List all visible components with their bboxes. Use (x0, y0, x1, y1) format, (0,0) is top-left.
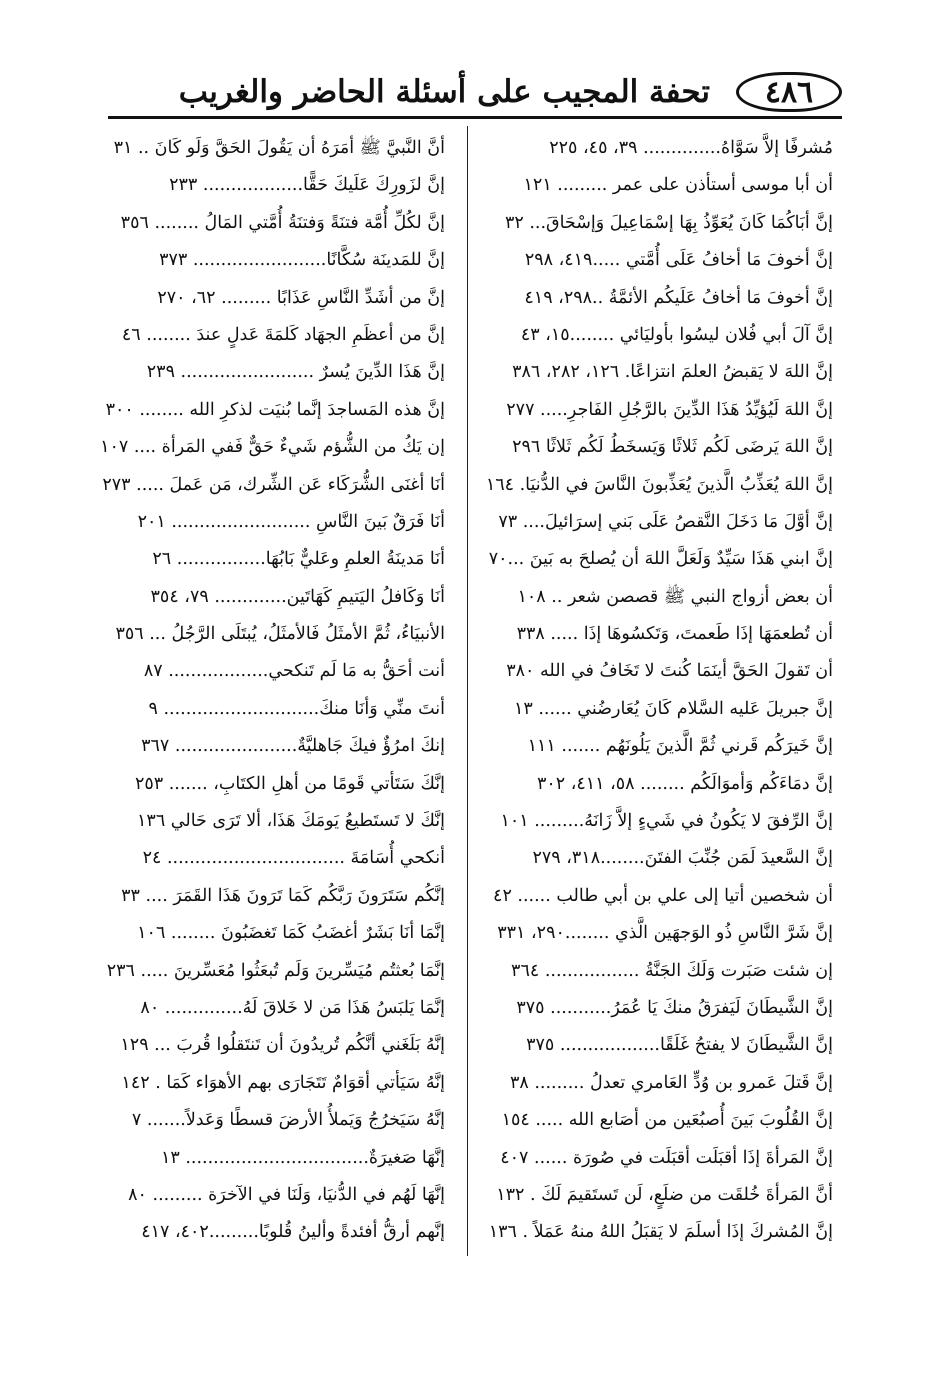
index-entry: أنت أحَقُّ به مَا لَم تَنكحي.................. ٨٧ (143, 661, 445, 682)
index-entry: الأنبيَاءُ، ثُمَّ الأمثَلُ فَالأمثَلُ، يُبتَلَى الرَّجُلُ ... ٣٥٦ (115, 624, 445, 645)
index-entry: أنكحي أُسَامَةَ ................................ ٢٤ (142, 848, 445, 869)
index-entry: إن شئت صَبَرت وَلَكَ الجَنَّةُ ................. ٣٦٤ (511, 960, 833, 981)
page-number: ٤٨٦ (736, 72, 842, 112)
index-entry: أنَا مَدينَةُ العلمِ وعَليٌّ بَابُهَا................ ٢٦ (152, 549, 445, 570)
index-entry: أنَّ المَرأةَ خُلقَت من ضلَعٍ، لَن تَستَقيمَ لَكَ . ١٣٢ (496, 1184, 833, 1205)
index-entry: إنَّ من أعظَمِ الجهَاد كَلمَةَ عَدلٍ عندَ ........ ٤٦ (121, 324, 445, 345)
index-entry: إنَّ السَّعيدَ لَمَن جُنِّبَ الفتَنَ........٣١٨، ٢٧٩ (532, 848, 833, 869)
index-entry: إنَّ آلَ أبي فُلان ليسُوا بأوليَائي ........١٥، ٤٣ (520, 324, 833, 345)
index-entry: أنَا وَكَافلُ اليَتيمِ كَهَاتَين............. ٧٩، ٣٥٤ (150, 586, 445, 607)
index-entry: أن شخصين أتيا إلى علي بن أبي طالب ...... ٤٢ (493, 885, 833, 906)
page-header (108, 72, 842, 114)
index-entry: إنَّ قَتلَ عَمرو بن وُدٍّ العَامري تعدلُ ......... ٣٨ (509, 1072, 833, 1093)
index-entry: أن أبا موسى أستأذن على عمر ......... ١٢١ (523, 175, 833, 196)
index-entry: إنَّ شَرَّ النَّاسِ ذُو الوَجهَين الَّذي ........٢٩٠، ٣٣١ (497, 923, 833, 944)
index-entry: إنَّ الرِّفقَ لا يَكُونُ في شَيءٍ إلاَّ زَانَهُ......... ١٠١ (500, 811, 833, 832)
index-entry: إنَّ هذه المَساجدَ إنَّما بُنيَت لذكرِ الله ........ ٣٠٠ (105, 399, 445, 420)
index-entry: إنَّ اللهَ يَرضَى لَكُم ثَلاثًا وَيَسخَطُ لَكُم ثَلاثًا ٢٩٦ (512, 437, 833, 458)
index-entry: إنَّ هَذَا الدِّينَ يُسرٌ ........................ ٢٣٩ (146, 362, 445, 383)
index-entry: إنَّ اللهَ لا يَقبضُ العلمَ انتزاعًا. ١٢٦، ٢٨٢، ٣٨٦ (512, 362, 833, 383)
index-entry: إنَّ للمَدينَة سُكَّانًا........................ ٣٧٣ (159, 250, 445, 271)
index-entry: إنَّ لزَورِكَ عَلَيكَ حَقًّا.................. ٢٣٣ (169, 175, 445, 196)
index-entry: إنَّهم أرقُّ أفئدةً وألينُ قُلوبًا.........٤٠٢، ٤١٧ (141, 1222, 445, 1243)
header-rule (108, 116, 842, 119)
index-entry: إنَّ جبريلَ عَليه السَّلام كَانَ يُعَارضُني ...... ١٣ (513, 698, 833, 719)
index-entry: إنَّ اللهَ يُعَذِّبُ الَّذينَ يُعَذِّبونَ النَّاسَ في الدُّنيَا. ١٦٤ (485, 474, 833, 495)
index-entry: إن يَكُ من الشُّؤم شَيءٌ حَقٌّ فَفي المَرأة .... ١٠٧ (100, 437, 445, 458)
index-entry: إنَّ أبَاكُمَا كَانَ يُعَوِّذُ بِهَا إسْمَاعِيلَ وَإسْحَاقَ... ٣٢ (504, 212, 833, 233)
index-entry: أنتَ منِّي وَأنَا منكَ............................ ٩ (148, 698, 445, 719)
index-entry: مُشرفًا إلاَّ سَوَّاهُ.............. ٣٩، ٤٥، ٢٢٥ (549, 138, 833, 158)
index-entry: إنَّهُ سَيَأتي أقوَامٌ تَتَجَارَى بهم الأهوَاء كَمَا . ١٤٢ (121, 1072, 445, 1093)
index-entry: إنَّمَا بُعثتُم مُيَسِّرينَ وَلَم تُبعَثُوا مُعَسِّرينَ ..... ٢٣٦ (106, 960, 445, 981)
index-entry: إنَّ أوَّلَ مَا دَخَلَ النَّقصُ عَلَى بَني إسرَائيلَ.... ٧٣ (498, 511, 833, 532)
index-entry: أن بعض أزواج النبي ﷺ قصصن شعر .. ١٠٨ (517, 586, 833, 607)
book-title: تحفة المجيب على أسئلة الحاضر والغريب (178, 74, 710, 110)
index-entry: إنَّ المُشركَ إذَا أسلَمَ لا يَقبَلُ اللهُ منهُ عَمَلاً . ١٣٦ (488, 1222, 833, 1243)
index-entry: إنَّهَا صَغيرَةٌ................................. ١٣ (160, 1147, 445, 1168)
index-entry: إنَّكُم سَتَرَونَ رَبَّكُم كَمَا تَرَونَ هَذَا القَمَرَ .... ٣٣ (121, 885, 445, 906)
index-entry: إنَّهُ بَلَغَني أنَّكُم تُريدُونَ أن تَنتَقلُوا قُربَ ... ١٢٩ (120, 1035, 445, 1056)
index-column-right (485, 130, 833, 1252)
index-entry: إنَّ من أشَدِّ النَّاسِ عَذَابًا ......... ٦٢، ٢٧٠ (157, 287, 445, 308)
index-entry: إنَّ لكُلِّ أُمَّة فتنَةً وَفتنَةُ أُمَّتي المَالُ ........ ٣٥٦ (120, 212, 445, 233)
index-entry: إنكَ امرُؤٌ فيكَ جَاهليَّةٌ...................... ٣٦٧ (141, 736, 445, 757)
index-entry: إنَّ الشَّيطَانَ لَيَفرَقُ منكَ يَا عُمَرُ........... ٣٧٥ (516, 997, 833, 1018)
column-divider (467, 126, 468, 1256)
index-entry: إنَّكَ لا تَستَطيعُ يَومَكَ هَذَا، ألا تَرَى حَالي ١٣٦ (137, 811, 445, 832)
index-entry: إنَّ القُلُوبَ بَينَ أُصبُعَين من أصَابع الله ..... ١٥٤ (501, 1110, 833, 1131)
index-entry: إنَّمَا أنَا بَشَرٌ أغضَبُ كَمَا تَغضَبُونَ ........ ١٠٦ (137, 923, 445, 944)
index-entry: إنَّ أخوفَ مَا أخافُ عَلَى أُمَّتي .....٤١٩، ٢٩٨ (524, 250, 833, 271)
index-entry: أنَا فَرَقٌ بَينَ النَّاسِ ......................... ٢٠١ (137, 511, 445, 532)
index-entry: إنَّ المَرأةَ إذَا أقبَلَت أقبَلَت في صُورَة ...... ٤٠٧ (500, 1147, 833, 1168)
index-entry: أنَا أغنَى الشُّرَكَاء عَن الشِّرك، مَن عَملَ ..... ٢٧٣ (102, 474, 445, 495)
index-entry: إنَّهُ سَيَخرُجُ وَيَملأُ الأرضَ قسطًا وَعَدلاً....... ٧ (131, 1110, 445, 1131)
index-entry: أنَّ النَّبيَّ ﷺ أمَرَهُ أن يَقُولَ الحَقَّ وَلَو كَانَ .. ٣١ (113, 138, 445, 158)
index-entry: أن تَقولَ الحَقَّ أينَمَا كُنتَ لا تَخَافُ في الله ٣٨٠ (506, 661, 833, 682)
index-entry: إنَّ اللهَ لَيُؤيِّدُ هَذَا الدِّينَ بالرَّجُلِ الفَاجرِ..... ٢٧٧ (506, 399, 833, 420)
index-entry: إنَّ الشَّيطَانَ لا يفتحُ غَلَقًا.................. ٣٧٥ (526, 1035, 833, 1056)
index-entry: إنَّ ابني هَذَا سَيِّدٌ وَلَعَلَّ اللهَ أن يُصلحَ به بَينَ ...٧٠ (488, 549, 833, 570)
index-entry: إنَّ دمَاءَكُم وَأموَالَكُم ........ ٥٨، ٤١١، ٣٠٢ (536, 773, 833, 794)
index-column-left (100, 130, 445, 1252)
index-entry: إنَّ خَيرَكُم قَرني ثُمَّ الَّذينَ يَلُونَهُم ....... ١١١ (527, 736, 833, 757)
index-entry: إنَّهَا لَهُم في الدُّنيَا، وَلَنَا في الآخرَة ......... ٨٠ (128, 1184, 445, 1205)
index-entry: أن تُطعمَهَا إذَا طَعمتَ، وَتَكسُوهَا إذَا ..... ٣٣٨ (516, 624, 833, 645)
index-entry: إنَّ أخوفَ مَا أخافُ عَلَيكُم الأئمَّةُ ..٢٩٨، ٤١٩ (524, 287, 833, 308)
index-entry: إنَّمَا يَلبَسُ هَذَا مَن لا خَلاقَ لَهُ.............. ٨٠ (140, 997, 445, 1018)
index-entry: إنَّكَ سَتَأتي قَومًا من أهلِ الكتَابِ، ....... ٢٥٣ (134, 773, 445, 794)
